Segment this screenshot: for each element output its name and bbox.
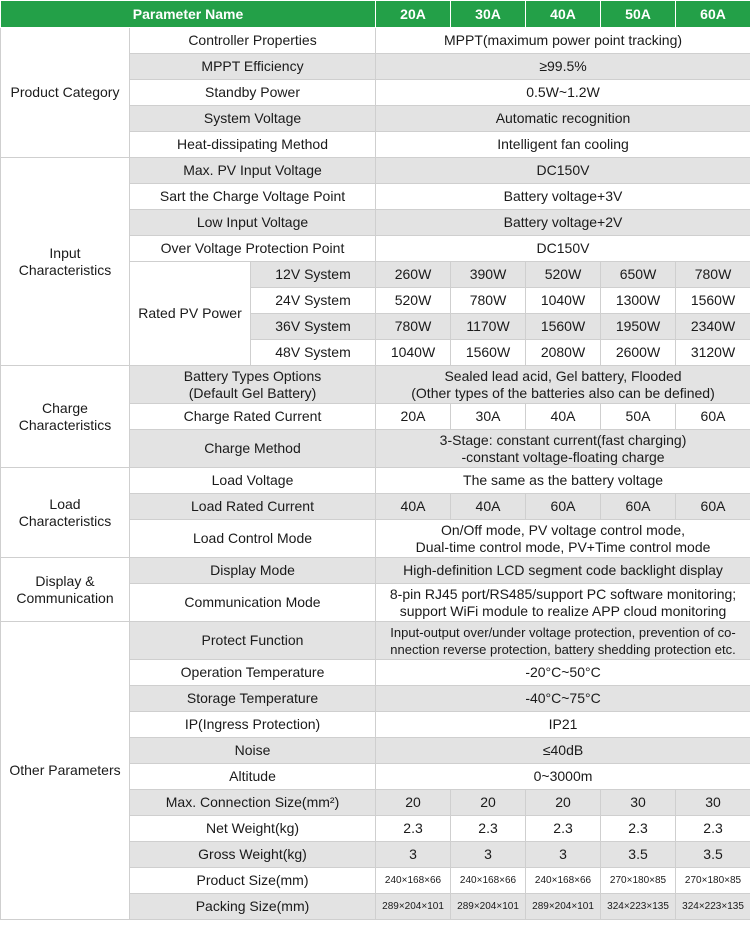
category-input — [1, 158, 130, 366]
value-cell: 2.3 — [526, 816, 601, 842]
system-label: 24V System — [251, 288, 376, 314]
param-value: DC150V — [376, 158, 750, 184]
value-cell: 40A — [526, 404, 601, 430]
param-value: ≤40dB — [376, 738, 750, 764]
header-parameter-name: Parameter Name — [1, 1, 376, 28]
system-label: 36V System — [251, 314, 376, 340]
param-value — [376, 622, 750, 660]
value-cell: 520W — [376, 288, 451, 314]
value-cell: 1950W — [601, 314, 676, 340]
param-label: Packing Size(mm) — [130, 894, 376, 920]
value-cell: 1170W — [451, 314, 526, 340]
value-cell: 30 — [601, 790, 676, 816]
param-label: System Voltage — [130, 106, 376, 132]
param-value — [376, 520, 750, 558]
value-cell: 2.3 — [376, 816, 451, 842]
table-row — [1, 28, 750, 54]
protect-line2: nnection reverse protection, battery shedding protection etc. — [390, 641, 736, 657]
value-cell: 1040W — [526, 288, 601, 314]
battery-types-value-line1: Sealed lead acid, Gel battery, Flooded — [444, 367, 682, 384]
value-cell: 240×168×66 — [526, 868, 601, 894]
table-row — [1, 622, 750, 660]
param-label: Standby Power — [130, 80, 376, 106]
rated-pv-power-label: Rated PV Power — [130, 262, 251, 366]
value-cell: 3 — [451, 842, 526, 868]
param-value: Automatic recognition — [376, 106, 750, 132]
table-row — [1, 158, 750, 184]
param-value: Battery voltage+3V — [376, 184, 750, 210]
param-label: Net Weight(kg) — [130, 816, 376, 842]
param-value: IP21 — [376, 712, 750, 738]
param-label: Max. Connection Size(mm²) — [130, 790, 376, 816]
param-label: Altitude — [130, 764, 376, 790]
value-cell: 780W — [451, 288, 526, 314]
load-control-line2: Dual-time control mode, PV+Time control mode — [415, 538, 711, 555]
value-cell: 1560W — [451, 340, 526, 366]
category-load — [1, 468, 130, 558]
category-charge — [1, 366, 130, 468]
value-cell: 1560W — [676, 288, 750, 314]
category-charge-line1: Charge — [42, 399, 88, 416]
param-value: DC150V — [376, 236, 750, 262]
param-label: IP(Ingress Protection) — [130, 712, 376, 738]
value-cell: 289×204×101 — [376, 894, 451, 920]
system-label: 12V System — [251, 262, 376, 288]
value-cell: 3 — [526, 842, 601, 868]
value-cell: 1560W — [526, 314, 601, 340]
param-label: Charge Rated Current — [130, 404, 376, 430]
param-value: -40°C~75°C — [376, 686, 750, 712]
load-control-line1: On/Off mode, PV voltage control mode, — [440, 521, 686, 538]
header-model-60a: 60A — [676, 1, 750, 28]
category-load-line2: Characteristics — [18, 512, 112, 529]
value-cell: 260W — [376, 262, 451, 288]
value-cell: 1040W — [376, 340, 451, 366]
param-label: Heat-dissipating Method — [130, 132, 376, 158]
value-cell: 520W — [526, 262, 601, 288]
param-value — [376, 366, 750, 404]
value-cell: 324×223×135 — [601, 894, 676, 920]
param-label: Protect Function — [130, 622, 376, 660]
value-cell: 240×168×66 — [376, 868, 451, 894]
value-cell: 780W — [676, 262, 750, 288]
category-product: Product Category — [1, 28, 130, 158]
value-cell: 40A — [376, 494, 451, 520]
param-value: High-definition LCD segment code backlight display — [376, 558, 750, 584]
param-value: -20°C~50°C — [376, 660, 750, 686]
value-cell: 50A — [601, 404, 676, 430]
category-load-line1: Load — [49, 495, 81, 512]
param-label — [130, 366, 376, 404]
param-label: Low Input Voltage — [130, 210, 376, 236]
value-cell: 2.3 — [676, 816, 750, 842]
category-input-line1: Input — [49, 244, 81, 261]
header-model-50a: 50A — [601, 1, 676, 28]
param-label: MPPT Efficiency — [130, 54, 376, 80]
value-cell: 1300W — [601, 288, 676, 314]
table-row — [1, 558, 750, 584]
param-value: Intelligent fan cooling — [376, 132, 750, 158]
value-cell: 60A — [676, 404, 750, 430]
param-label: Controller Properties — [130, 28, 376, 54]
value-cell: 3120W — [676, 340, 750, 366]
system-label: 48V System — [251, 340, 376, 366]
value-cell: 20 — [451, 790, 526, 816]
comm-mode-line1: 8-pin RJ45 port/RS485/support PC software monitoring; — [389, 585, 737, 602]
param-value: The same as the battery voltage — [376, 468, 750, 494]
value-cell: 650W — [601, 262, 676, 288]
value-cell: 30 — [676, 790, 750, 816]
param-label: Load Voltage — [130, 468, 376, 494]
param-label: Communication Mode — [130, 584, 376, 622]
header-row — [1, 1, 750, 28]
param-label: Gross Weight(kg) — [130, 842, 376, 868]
value-cell: 3.5 — [676, 842, 750, 868]
param-value: Battery voltage+2V — [376, 210, 750, 236]
protect-line1: Input-output over/under voltage protection, prevention of co- — [390, 624, 736, 640]
param-value: 0.5W~1.2W — [376, 80, 750, 106]
param-value: MPPT(maximum power point tracking) — [376, 28, 750, 54]
value-cell: 40A — [451, 494, 526, 520]
param-label: Product Size(mm) — [130, 868, 376, 894]
param-label: Charge Method — [130, 430, 376, 468]
category-display-line2: Communication — [16, 589, 114, 606]
value-cell: 289×204×101 — [451, 894, 526, 920]
value-cell: 20A — [376, 404, 451, 430]
value-cell: 2.3 — [601, 816, 676, 842]
value-cell: 60A — [526, 494, 601, 520]
param-label: Display Mode — [130, 558, 376, 584]
param-label: Load Rated Current — [130, 494, 376, 520]
value-cell: 390W — [451, 262, 526, 288]
value-cell: 2600W — [601, 340, 676, 366]
param-label: Storage Temperature — [130, 686, 376, 712]
value-cell: 30A — [451, 404, 526, 430]
category-other: Other Parameters — [1, 622, 130, 920]
value-cell: 270×180×85 — [676, 868, 750, 894]
value-cell: 2080W — [526, 340, 601, 366]
header-model-40a: 40A — [526, 1, 601, 28]
value-cell: 20 — [376, 790, 451, 816]
header-model-30a: 30A — [451, 1, 526, 28]
battery-types-value-line2: (Other types of the batteries also can be defined) — [411, 384, 715, 401]
category-input-line2: Characteristics — [18, 261, 112, 278]
battery-types-label-line1: Battery Types Options — [183, 367, 322, 384]
value-cell: 289×204×101 — [526, 894, 601, 920]
charge-method-line2: -constant voltage-floating charge — [461, 448, 665, 465]
value-cell: 780W — [376, 314, 451, 340]
category-display — [1, 558, 130, 622]
value-cell: 240×168×66 — [451, 868, 526, 894]
param-label: Max. PV Input Voltage — [130, 158, 376, 184]
battery-types-label-line2: (Default Gel Battery) — [188, 384, 317, 401]
param-label: Noise — [130, 738, 376, 764]
value-cell: 60A — [601, 494, 676, 520]
param-label: Load Control Mode — [130, 520, 376, 558]
charge-method-line1: 3-Stage: constant current(fast charging) — [439, 431, 687, 448]
value-cell: 20 — [526, 790, 601, 816]
category-display-line1: Display & — [35, 572, 95, 589]
comm-mode-line2: support WiFi module to realize APP cloud monitoring — [399, 602, 727, 619]
param-value — [376, 584, 750, 622]
param-label: Operation Temperature — [130, 660, 376, 686]
value-cell: 2.3 — [451, 816, 526, 842]
param-value — [376, 430, 750, 468]
table-row — [1, 468, 750, 494]
value-cell: 324×223×135 — [676, 894, 750, 920]
param-value: 0~3000m — [376, 764, 750, 790]
value-cell: 3.5 — [601, 842, 676, 868]
value-cell: 3 — [376, 842, 451, 868]
value-cell: 2340W — [676, 314, 750, 340]
table-row — [1, 366, 750, 404]
value-cell: 60A — [676, 494, 750, 520]
header-model-20a: 20A — [376, 1, 451, 28]
param-label: Sart the Charge Voltage Point — [130, 184, 376, 210]
category-charge-line2: Characteristics — [18, 416, 112, 433]
value-cell: 270×180×85 — [601, 868, 676, 894]
param-value: ≥99.5% — [376, 54, 750, 80]
param-label: Over Voltage Protection Point — [130, 236, 376, 262]
